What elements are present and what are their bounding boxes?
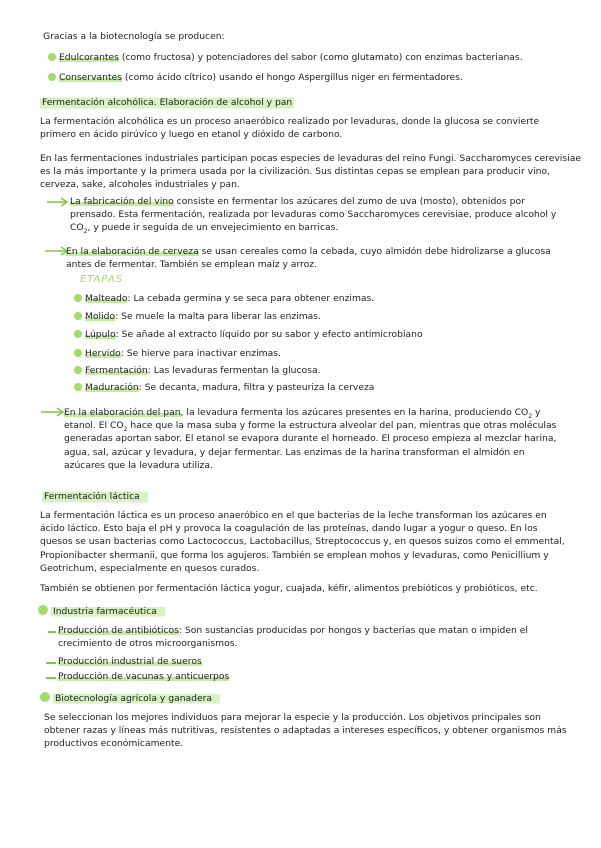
- etapa-item: Molido: Se muele la malta para liberar las enzimas.: [74, 310, 321, 323]
- intro-item-rest: (como fructosa) y potenciadores del sabor (como glutamato) con enzimas bacterianas.: [118, 52, 523, 63]
- cerveza-term: En la elaboración de cerveza: [66, 246, 199, 257]
- paragraph-alcohol-1: La fermentación alcohólica es un proceso anaeróbico realizado por levaduras, donde la glucosa se convierte primero en ácido pirúvico y luego en etanol y dióxido de carbono.: [40, 116, 540, 141]
- etapa-item: Fermentación: Las levaduras fermentan la glucosa.: [74, 364, 321, 377]
- bullet-icon: [48, 73, 56, 81]
- heading-industria-farmaceutica: Industria farmacéutica: [38, 605, 165, 618]
- bullet-icon: [40, 692, 50, 702]
- heading-biotecnologia-agricola: Biotecnología agrícola y ganadera: [40, 692, 220, 705]
- paragraph-pan: En la elaboración del pan, la levadura fermenta los azúcares presentes en la harina, produciendo $CO_2$ y etanol. El $CO_2$ hace que la masa suba y forme la estructura alveolar del pan, mientras que otras moléculas generadas aportan sabor. El etanol se evapora durante el horneado. El proceso empieza al mezclar harina, agua, sal, azúcar y levadura, y dejar fermentar. Las enzimas de la harina transforman el almidón en azúcares que la levadura utiliza.: [64, 407, 557, 471]
- intro-item-1: [48, 51, 523, 64]
- etapa-item: Maduración: Se decanta, madura, filtra y pasteuriza la cerveza: [74, 381, 374, 394]
- arrow-icon: [46, 196, 70, 208]
- paragraph-lactica: La fermentación láctica es un proceso anaeróbico en el que bacterias de la leche transforman los azúcares en ácido láctico. Esto baja el pH y provoca la coagulación de las proteínas, dando lugar a yogur o queso. En los quesos se usan bacterias como Lactococcus, Lactobacillus, Streptococcus y, en quesos suizos como el emmental, Propionibacter shermanii, que forma los agujeros. También se emplean mohos y levaduras, como Penicillium y Geotrichum, especialmente en quesos curados.: [40, 510, 565, 574]
- heading-fermentacion-lactica: Fermentación láctica: [42, 490, 148, 503]
- vino-term: La fabricación del vino: [70, 196, 174, 207]
- etapas-label: ETAPAS: [80, 274, 124, 285]
- paragraph-cerveza: En la elaboración de cerveza se usan cereales como la cebada, cuyo almidón debe hidrolizarse a glucosa antes de fermentar. También se emplean maíz y arroz.: [66, 246, 551, 271]
- paragraph-lactica-2: También se obtienen por fermentación láctica yogur, cuajada, kéfir, alimentos prebióticos y probióticos, etc.: [40, 583, 538, 594]
- paragraph-alcohol-2: En las fermentaciones industriales participan pocas especies de levaduras del reino Fungi. Saccharomyces cerevisiae es la más importante y la primera usada por la civilización. Sus distintas cepas se emplean para producir vino, cerveza, sake, alcoholes industriales y pan.: [40, 153, 581, 191]
- intro-item-2: [48, 71, 463, 84]
- heading-fermentacion-alcoholica: Fermentación alcohólica. Elaboración de alcohol y pan: [42, 97, 293, 108]
- paragraph-agricola: Se seleccionan los mejores individuos para mejorar la especie y la producción. Los objetivos principales son obtener razas y líneas más nutritivas, resistentes o adaptadas a intereses específicos, y obtener organismos más productivos económicamente.: [44, 712, 567, 750]
- intro-text: Gracias a la biotecnología se producen:: [43, 31, 225, 42]
- etapa-item: Hervido: Se hierve para inactivar enzimas.: [74, 347, 281, 360]
- arrow-icon: [40, 406, 66, 418]
- dash-icon: [46, 662, 56, 664]
- dash-icon: [48, 631, 56, 633]
- pan-term: En la elaboración del pan: [64, 407, 181, 418]
- paragraph-vino-cont: prensado. Esta fermentación, realizada por levaduras como Saccharomyces cerevisiae, produce alcohol y $CO_2$, y puede ir seguida de un envejecimiento en barricas.: [70, 209, 557, 236]
- farma-item-3: Producción de vacunas y anticuerpos: [58, 671, 230, 682]
- bullet-icon: [38, 605, 48, 615]
- farma-item-1: Producción de antibióticos: Son sustancias producidas por hongos y bacterias que matan o impiden el crecimiento de otros microorganismos.: [58, 625, 528, 650]
- farma-item-2: Producción industrial de sueros: [58, 656, 202, 667]
- etapa-item: Lúpulo: Se añade al extracto líquido por su sabor y efecto antimicrobiano: [74, 328, 423, 341]
- bullet-icon: [48, 53, 56, 61]
- intro-item-term: Conservantes: [59, 72, 123, 83]
- intro-item-rest: (como ácido cítrico) usando el hongo Aspergillus niger en fermentadores.: [122, 72, 463, 83]
- intro-item-term: Edulcorantes: [59, 52, 119, 63]
- paragraph-vino: La fabricación del vino consiste en fermentar los azúcares del zumo de uva (mosto), obtenidos por: [70, 196, 525, 207]
- dash-icon: [46, 677, 56, 679]
- etapa-item: Malteado: La cebada germina y se seca para obtener enzimas.: [74, 292, 374, 305]
